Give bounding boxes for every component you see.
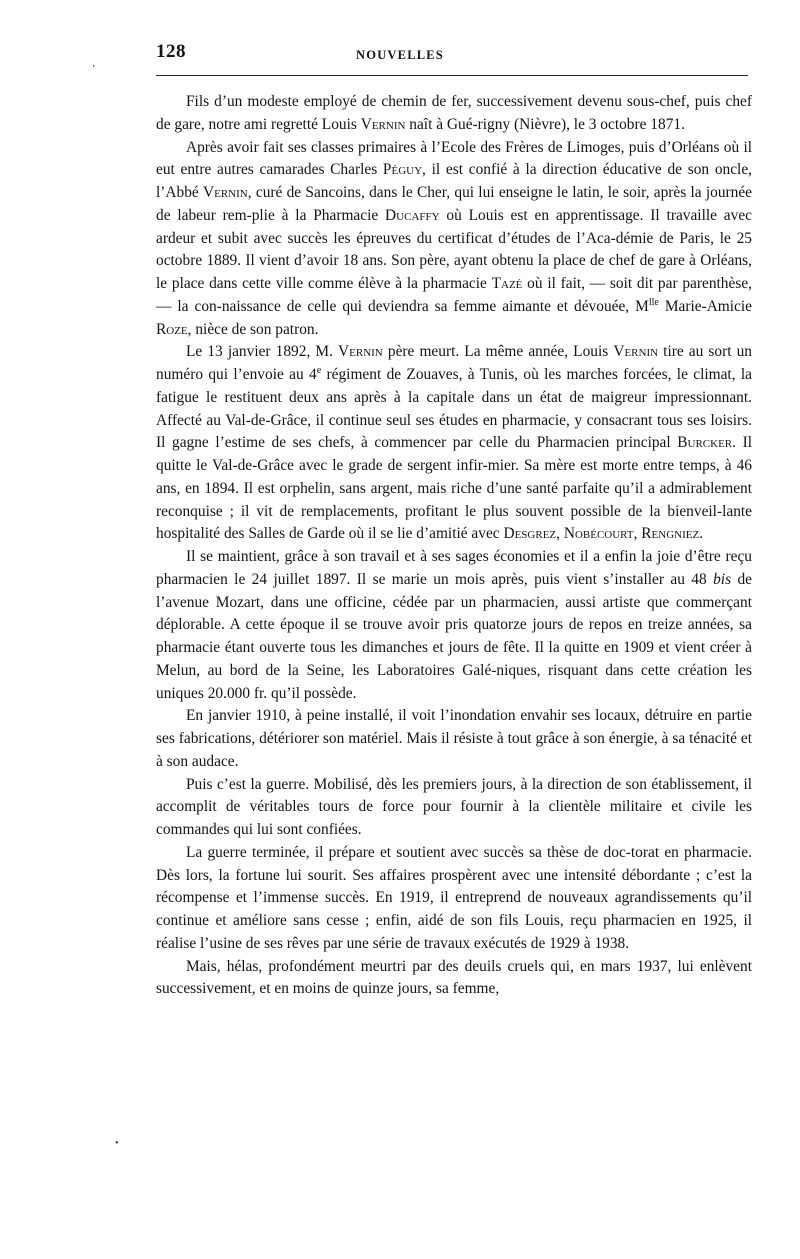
text-run: Marie-Amicie (658, 297, 752, 315)
text-run: de l’avenue Mozart, dans une officine, cédée par un pharmacien, aussi artiste que commerçant déplorable. A cette époque il se trouve avoir pris quatorze jours de repos en treize années, sa pharmacie étant ouverte tous les dimanches et jours de fête. Il la quitte en 1909 et vient créer à Melun, au bord de la Seine, les Laboratoires Galé-niques, risquant dans cette création les uniques 20.000 fr. qu’il possède. (156, 570, 753, 702)
scan-speck: • (115, 1138, 119, 1149)
page-number: 128 (156, 41, 186, 62)
superscript-text: lle (648, 296, 659, 308)
paragraph (156, 137, 752, 342)
paragraph (156, 774, 752, 842)
text-run: , nièce de son patron. (187, 320, 319, 338)
text-run: Il se maintient, grâce à son travail et à ses sages économies et il a enfin la joie d’être reçu pharmacien le 24 juillet 1897. Il se marie un mois après, puis vient s’installer au 48 (156, 548, 752, 588)
superscript-text: e (316, 364, 322, 376)
text-run: Mais, hélas, profondément meurtri par des deuils cruels qui, en mars 1937, lui enlèvent successivement, et en moins de quinze jours, sa femme, (156, 957, 752, 998)
header-rule (156, 75, 748, 76)
person-name: Ducaffy (385, 206, 440, 224)
paragraph (156, 842, 752, 956)
text-run: Puis c’est la guerre. Mobilisé, dès les premiers jours, à la direction de son établissement, il accomplit de véritables tours de force pour fournir à la clientèle militaire et civile les commandes qui lui sont confiées. (156, 775, 752, 838)
person-name: Vernin (613, 343, 659, 361)
text-run: , (633, 525, 642, 543)
text-run: , curé de Sancoins, dans le Cher, qui lui enseigne le latin, le soir, après la journée de labeur rem-plie à la Pharmacie (156, 184, 752, 224)
paragraph (156, 341, 752, 546)
text-run: Le 13 janvier 1892, M. (186, 343, 339, 361)
text-run: régiment de Zouaves, à Tunis, où les marches forcées, le climat, la fatigue le restituent deux ans après à la capitale dans un état de maigreur impressionnant. Affecté au Val-de-Grâce, il continue seul ses études en pharmacie, y consacrant tous ses loisirs. Il gagne l’estime de ses chefs, à commencer par celle du Pharmacien principal (156, 366, 753, 452)
text-run: La guerre terminée, il prépare et soutient avec succès sa thèse de doc-torat en pharmacie. Dès lors, la fortune lui sourit. Ses affaires prospèrent avec une intensité débordante ; c’est la récompense et l’immense succès. En 1919, il entreprend de nouveaux agrandissements qu’il continue et améliore sans cesse ; enfin, aidé de son fils Louis, reçu pharmacien en 1925, il réalise l’usine de ses rêves par une série de travaux exécutés de 1929 à 1938. (156, 843, 752, 952)
person-name: Vernin (203, 184, 248, 201)
text-run: . (699, 525, 704, 543)
text-run: Fils d’un modeste employé de chemin de fer, successivement devenu sous-chef, puis chef de gare, notre ami regretté Louis (156, 93, 752, 133)
person-name: Nobécourt (563, 525, 634, 543)
person-name: Vernin (360, 115, 406, 133)
text-run: Après avoir fait ses classes primaires à l’Ecole des Frères de Limoges, puis d’Orléans où il eut entre autres camarades Charles (156, 138, 752, 179)
paragraph (156, 956, 752, 1002)
person-name: Vernin (338, 343, 383, 361)
paragraph (156, 91, 752, 137)
text-run: naît à Gué-rigny (Nièvre), le 3 octobre 1871. (405, 115, 685, 133)
paragraph (156, 546, 752, 705)
text-run: , (556, 525, 564, 543)
text-run: père meurt. La même année, Louis (382, 343, 614, 361)
text-run: , il est confié à la direction éducative de son oncle, l’Abbé (156, 161, 752, 201)
italic-text: bis (713, 570, 732, 588)
text-run: où Louis est en apprentissage. Il travaille avec ardeur et subit avec succès les épreuves du certificat d’études de l’Aca-démie de Paris, le 25 octobre 1889. Il vient d’avoir 18 ans. Son père, ayant obtenu la place de chef de gare à Orléans, le place dans cette ville comme élève à la pharmacie (156, 206, 752, 292)
running-title: NOUVELLES (356, 48, 444, 62)
scan-speck: ’ (92, 64, 96, 75)
paragraph (156, 705, 752, 773)
person-name: Burcker (677, 434, 733, 452)
text-run: En janvier 1910, à peine installé, il voit l’inondation envahir ses locaux, détruire en partie ses fabrications, détériorer son matériel. Mais il résiste à tout grâce à son énergie, à sa ténacité et à son audace. (156, 707, 752, 770)
person-name: Rengniez (641, 525, 700, 543)
article-body (156, 91, 752, 1001)
text-run: où il fait, — soit dit par parenthèse, — la con-naissance de celle qui deviendra sa femme aimante et dévouée, M (156, 275, 752, 315)
person-name: Roze (156, 320, 188, 338)
person-name: Tazé (491, 275, 523, 292)
person-name: Desgrez (503, 525, 557, 543)
text-run: . Il quitte le Val-de-Grâce avec le grade de sergent infir-mier. Sa mère est morte entre temps, à 46 ans, en 1894. Il est orphelin, sans argent, mais riche d’une santé parfaite qu’il a admirablement reconquise ; il vit de remplacements, profitant le plus souvent possible de la bienveil-lante hospitalité des Salles de Garde où il se lie d’amitié avec (156, 434, 752, 543)
person-name: Péguy (382, 161, 423, 179)
text-run: tire au sort un numéro qui l’envoie au 4 (156, 343, 752, 383)
